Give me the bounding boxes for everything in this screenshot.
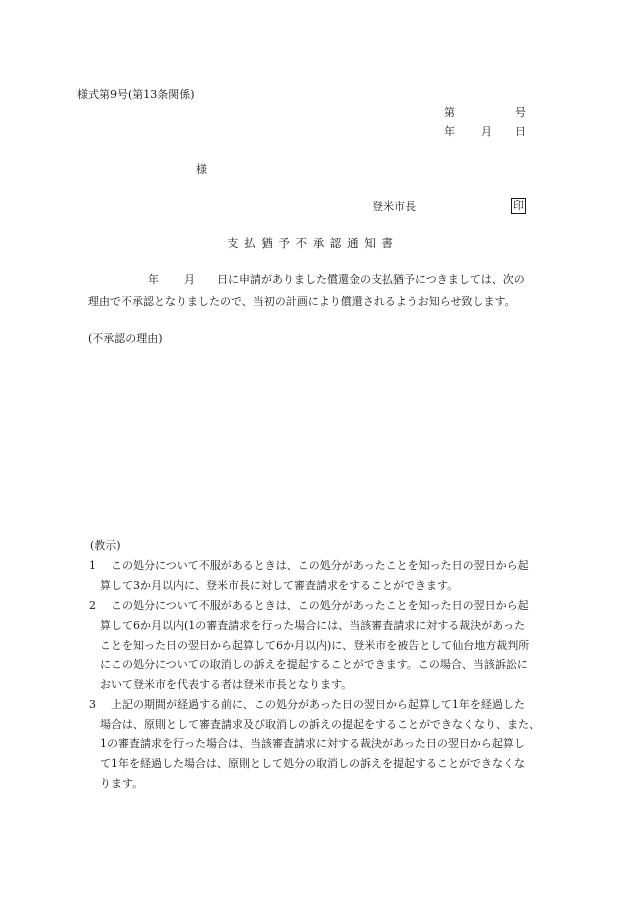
notice-item-line: ります。 [100, 777, 144, 790]
notice-item-number: 1 [89, 559, 96, 572]
seal-text: 印 [513, 199, 524, 212]
notice-item-line: 算して3か月以内に、登米市長に対して審査請求をすることができます。 [100, 579, 459, 592]
notice-item-line: ことを知った日の翌日から起算して6か月以内)に、登米市を被告として仙台地方裁判所 [100, 639, 530, 652]
seal-mark [511, 198, 526, 214]
date-year-label: 年 [444, 125, 455, 138]
notice-item-line: おいて登米市を代表する者は登米市長となります。 [100, 678, 353, 691]
date-month-label: 月 [481, 125, 492, 138]
notice-item-line: て1年を経過した場合は、原則として処分の取消しの訴えを提起することができなくな [100, 757, 525, 770]
issuer-name: 登米市長 [372, 200, 416, 213]
notice-item-number: 2 [89, 599, 96, 612]
document-title: 支 払 猶 予 不 承 認 通 知 書 [227, 236, 393, 250]
addressee-suffix: 様 [196, 163, 207, 176]
body-date-month: 月 [184, 273, 195, 286]
form-number: 様式第9号(第13条関係) [77, 88, 195, 101]
body-date-year: 年 [148, 273, 159, 286]
notice-item-line: この処分について不服があるときは、この処分があったことを知った日の翌日から起 [111, 599, 529, 612]
notice-item-line: 1の審査請求を行った場合は、当該審査請求に対する裁決があった日の翌日から起算し [100, 737, 525, 750]
notice-item-number: 3 [89, 698, 96, 711]
body-line-1: 日に申請がありました償還金の支払猶予につきましては、次の [217, 273, 525, 286]
notice-item-line: この処分について不服があるときは、この処分があったことを知った日の翌日から起 [111, 559, 529, 572]
notice-item-line: 算して6か月以内(1の審査請求を行った場合には、当該審査請求に対する裁決があった [100, 619, 526, 632]
body-line-2: 理由で不承認となりましたので、当初の計画により償還されるようお知らせ致します。 [88, 295, 516, 308]
date-day-label: 日 [515, 125, 526, 138]
notice-item-line: にこの処分についての取消しの訴えを提起することができます。この場合、当該訴訟に [100, 658, 528, 671]
doc-number-suffix: 号 [515, 106, 526, 119]
notice-item-line: 上記の期間が経過する前に、この処分があった日の翌日から起算して1年を経過した [111, 698, 525, 711]
notice-item-line: 場合は、原則として審査請求及び取消しの訴えの提起をすることができなくなり、また、 [100, 718, 540, 731]
notice-heading: (教示) [90, 539, 121, 552]
doc-number-prefix: 第 [444, 106, 455, 119]
reason-heading: (不承認の理由) [88, 332, 163, 345]
